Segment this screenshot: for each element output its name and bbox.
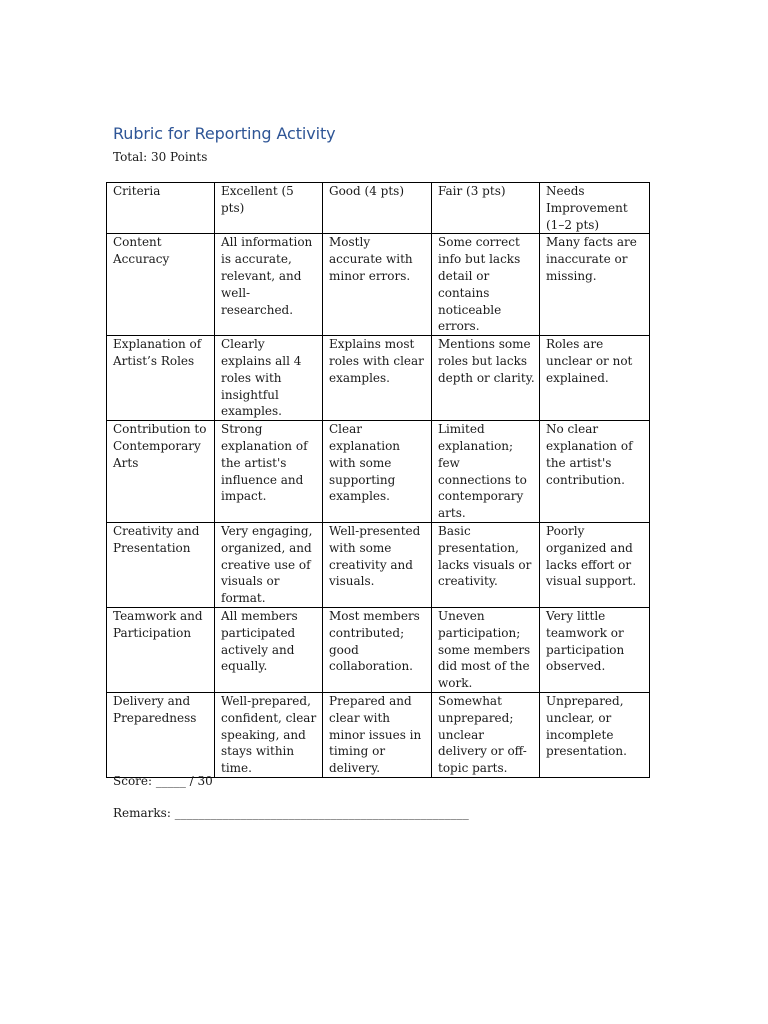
header-cell-fair: Fair (3 pts): [432, 183, 540, 234]
document-title: Rubric for Reporting Activity: [113, 124, 336, 143]
table-row: [107, 421, 650, 523]
header-cell-needs-improvement: Needs Improvement (1–2 pts): [540, 183, 650, 234]
needs-improvement-cell: Very little teamwork or participation observed.: [540, 607, 650, 692]
needs-improvement-cell: Unprepared, unclear, or incomplete presentation.: [540, 692, 650, 777]
fair-cell: Somewhat unprepared; unclear delivery or off-topic parts.: [432, 692, 540, 777]
table-header-row: [107, 183, 650, 234]
criteria-cell: Content Accuracy: [107, 234, 215, 336]
criteria-cell: Creativity and Presentation: [107, 522, 215, 607]
remarks-line: Remarks: _________________________________________________: [113, 806, 469, 820]
table-row: [107, 607, 650, 692]
table-row: [107, 692, 650, 777]
table-row: [107, 234, 650, 336]
good-cell: Well-presented with some creativity and visuals.: [323, 522, 432, 607]
good-cell: Prepared and clear with minor issues in timing or delivery.: [323, 692, 432, 777]
good-cell: Explains most roles with clear examples.: [323, 336, 432, 421]
good-cell: Clear explanation with some supporting examples.: [323, 421, 432, 523]
fair-cell: Limited explanation; few connections to contemporary arts.: [432, 421, 540, 523]
score-line: Score: _____ / 30: [113, 774, 213, 788]
criteria-cell: Explanation of Artist’s Roles: [107, 336, 215, 421]
excellent-cell: Strong explanation of the artist's influence and impact.: [215, 421, 323, 523]
excellent-cell: All members participated actively and equally.: [215, 607, 323, 692]
criteria-cell: Delivery and Preparedness: [107, 692, 215, 777]
excellent-cell: All information is accurate, relevant, and well-researched.: [215, 234, 323, 336]
needs-improvement-cell: Poorly organized and lacks effort or visual support.: [540, 522, 650, 607]
total-points: Total: 30 Points: [113, 150, 208, 164]
fair-cell: Mentions some roles but lacks depth or clarity.: [432, 336, 540, 421]
header-cell-good: Good (4 pts): [323, 183, 432, 234]
criteria-cell: Teamwork and Participation: [107, 607, 215, 692]
excellent-cell: Clearly explains all 4 roles with insightful examples.: [215, 336, 323, 421]
table-row: [107, 336, 650, 421]
excellent-cell: Well-prepared, confident, clear speaking, and stays within time.: [215, 692, 323, 777]
needs-improvement-cell: No clear explanation of the artist's contribution.: [540, 421, 650, 523]
header-cell-excellent: Excellent (5 pts): [215, 183, 323, 234]
needs-improvement-cell: Roles are unclear or not explained.: [540, 336, 650, 421]
fair-cell: Basic presentation, lacks visuals or creativity.: [432, 522, 540, 607]
criteria-cell: Contribution to Contemporary Arts: [107, 421, 215, 523]
good-cell: Mostly accurate with minor errors.: [323, 234, 432, 336]
rubric-table: [106, 182, 650, 778]
good-cell: Most members contributed; good collaboration.: [323, 607, 432, 692]
fair-cell: Some correct info but lacks detail or contains noticeable errors.: [432, 234, 540, 336]
excellent-cell: Very engaging, organized, and creative use of visuals or format.: [215, 522, 323, 607]
table-row: [107, 522, 650, 607]
needs-improvement-cell: Many facts are inaccurate or missing.: [540, 234, 650, 336]
header-cell-criteria: Criteria: [107, 183, 215, 234]
fair-cell: Uneven participation; some members did most of the work.: [432, 607, 540, 692]
